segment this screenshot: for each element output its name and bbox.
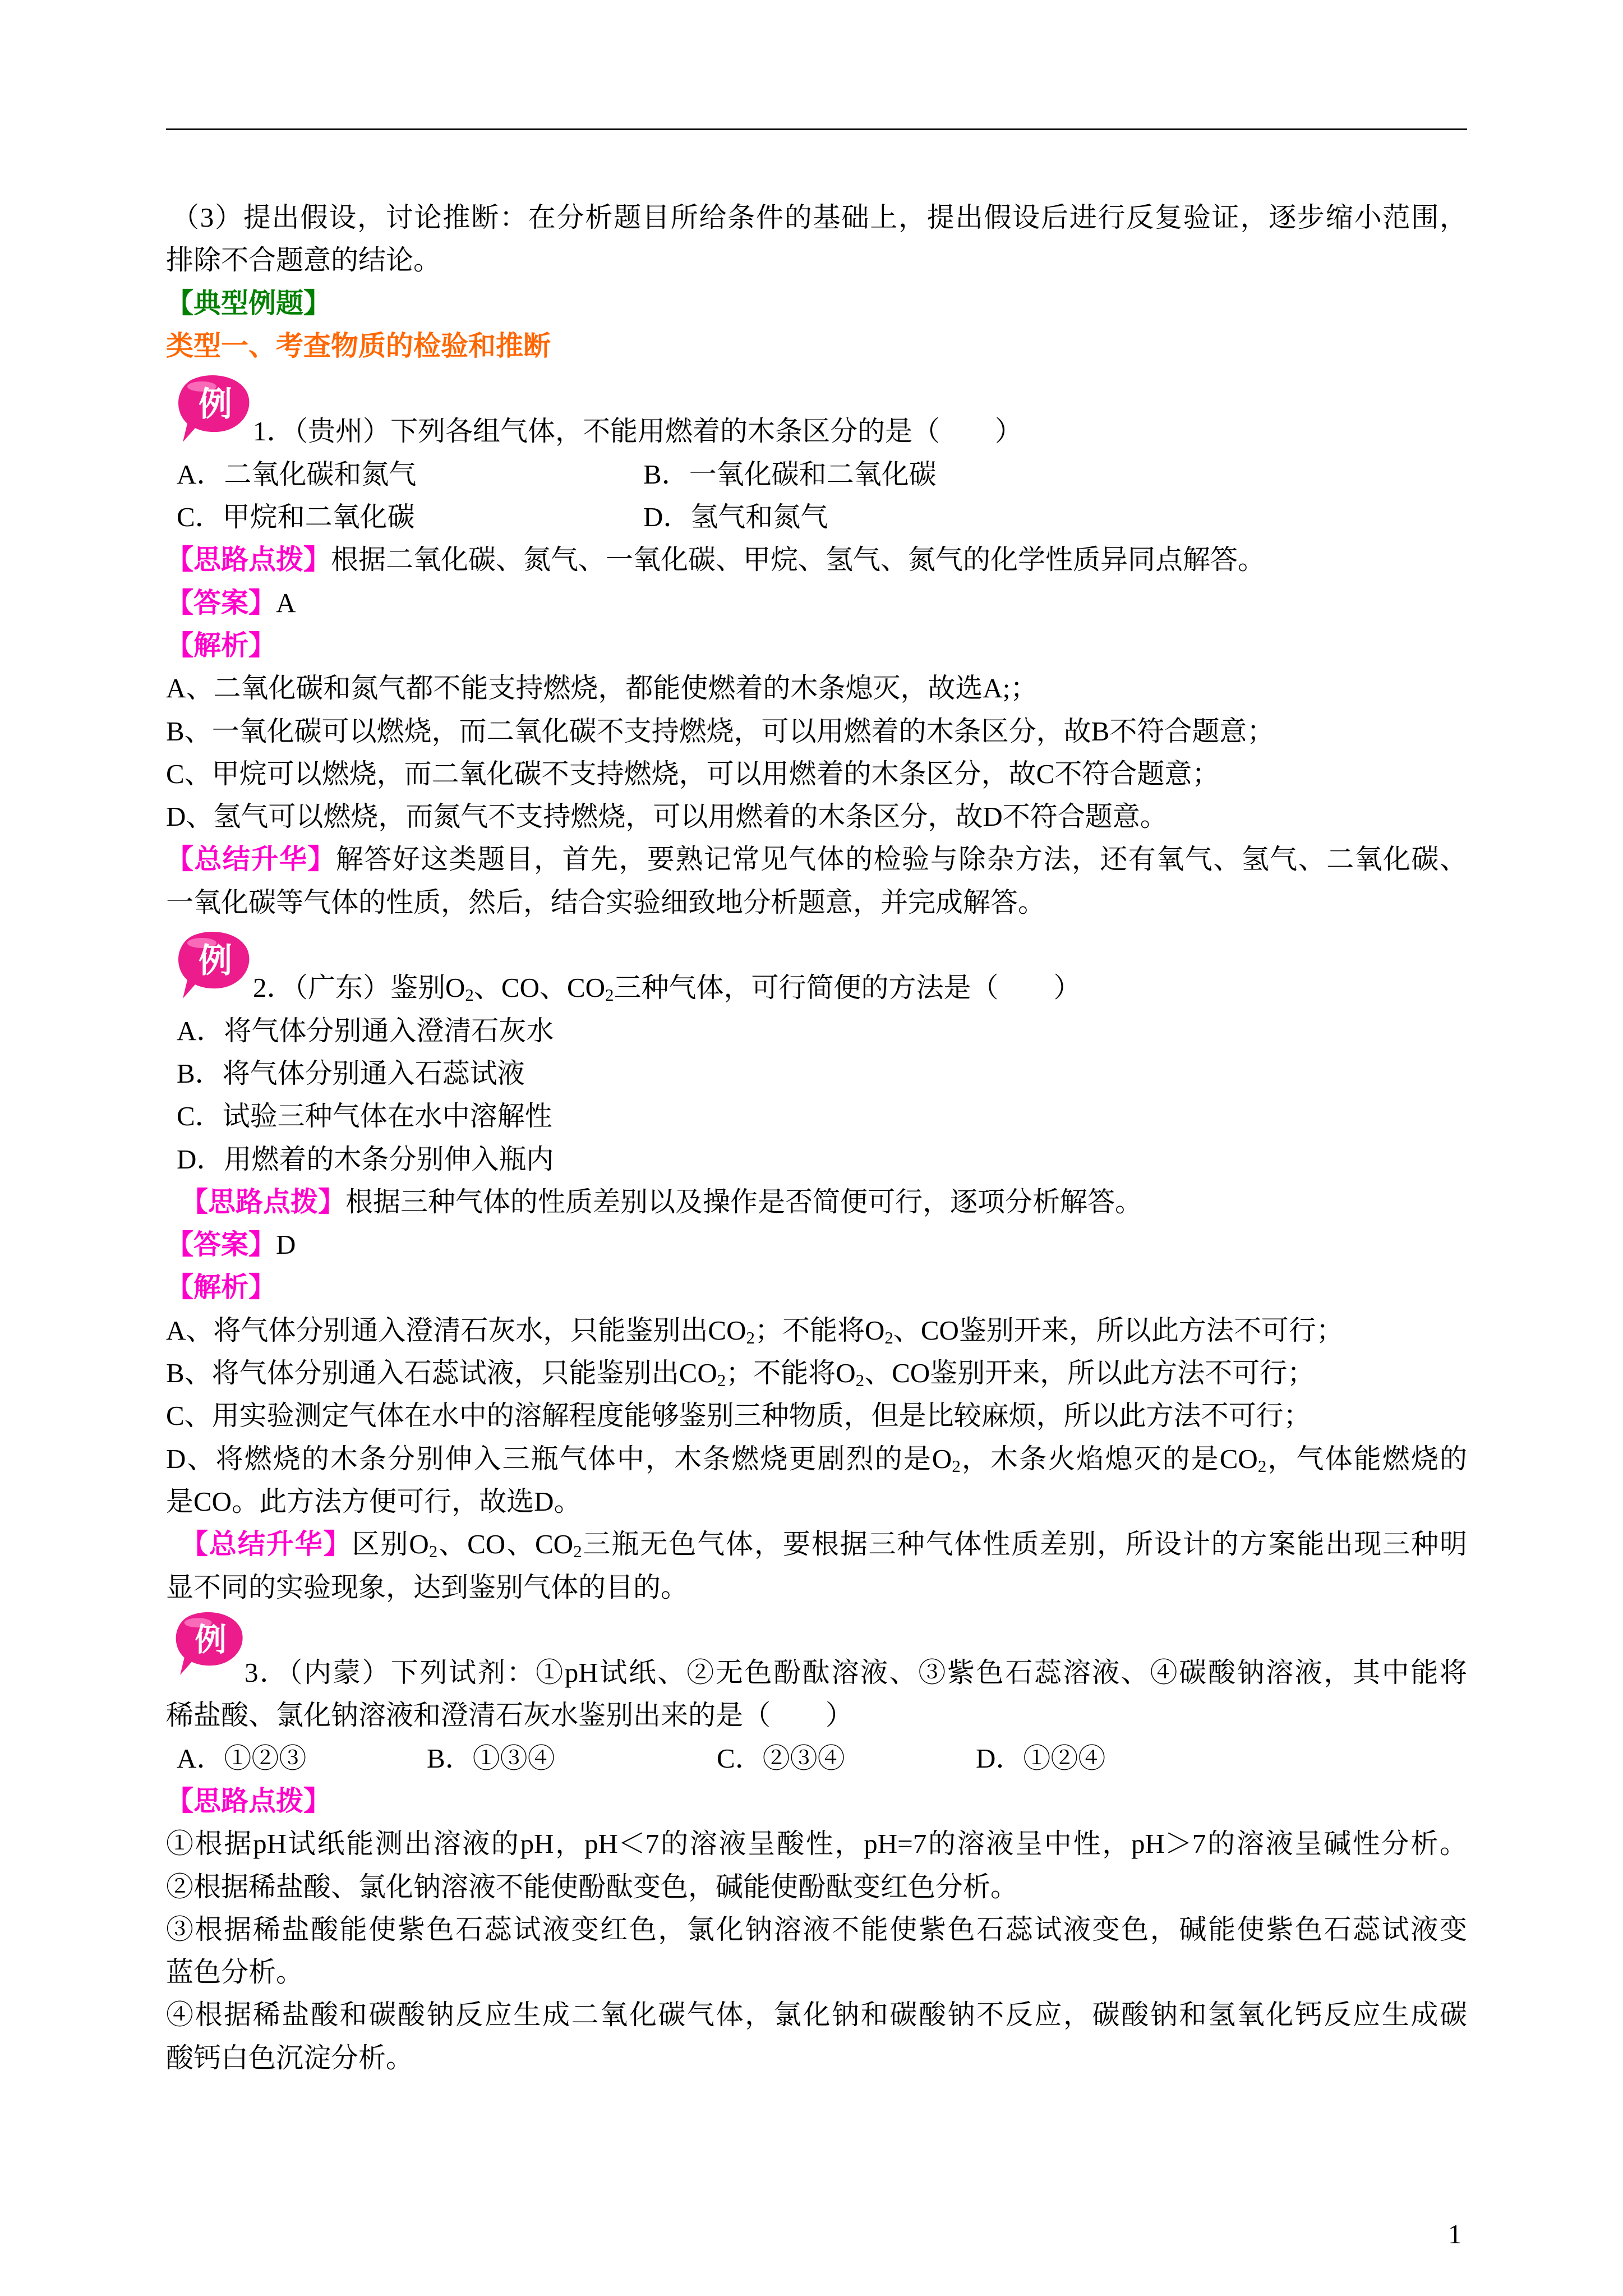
- option-b: B．将气体分别通入石蕊试液: [177, 1057, 525, 1089]
- subscript: 2: [884, 1327, 893, 1347]
- subscript: 2: [465, 985, 474, 1005]
- subscript: 2: [952, 1456, 961, 1476]
- analysis-segment: D、将燃烧的木条分别伸入三瓶气体中，木条燃烧更剧烈的是O: [166, 1443, 952, 1474]
- header-rule: [166, 128, 1467, 130]
- option-row: [166, 496, 1467, 539]
- analysis-line: [166, 1352, 1467, 1395]
- answer-line: [166, 582, 1467, 624]
- section-heading: 【典型例题】: [166, 287, 331, 319]
- summary-line: 一氧化碳等气体的性质，然后，结合实验细致地分析题意，并完成解答。: [166, 886, 1046, 918]
- analysis-label: 【解析】: [166, 629, 276, 661]
- option-a: A．将气体分别通入澄清石灰水: [177, 1015, 554, 1046]
- answer-line: [166, 1223, 1467, 1266]
- summary-segment: 显不同的实验现象，达到鉴别气体的目的。: [166, 1571, 689, 1603]
- hint-line: 酸钙白色沉淀分析。: [166, 2042, 414, 2073]
- option-row: [166, 1737, 1467, 1780]
- summary-text: 解答好这类题目，首先，要熟记常见气体的检验与除杂方法，还有氧气、氢气、二氧化碳、: [335, 844, 1467, 875]
- example-2-badge-row: [166, 924, 1467, 981]
- summary-segment: 三瓶无色气体，要根据三种气体性质差别，所设计的方案能出现三种明: [582, 1529, 1467, 1560]
- summary-segment: 、CO、CO: [437, 1529, 574, 1560]
- option-d: D．①②④: [976, 1742, 1106, 1774]
- subscript: 2: [855, 1370, 865, 1391]
- answer-label: 【答案】: [166, 1229, 276, 1260]
- option-b: B．①③④: [427, 1742, 555, 1774]
- hint-label: 【思路点拨】: [166, 544, 331, 576]
- example-1-badge-row: [166, 367, 1467, 425]
- summary-segment: 区别O: [352, 1529, 429, 1560]
- subscript: 2: [717, 1370, 726, 1391]
- hint-line: ②根据稀盐酸、氯化钠溶液不能使酚酞变色，碱能使酚酞变红色分析。: [166, 1871, 1018, 1902]
- analysis-line: [166, 1309, 1467, 1352]
- question-text: 3．（内蒙）下列试剂：①pH试纸、②无色酚酞溶液、③紫色石蕊溶液、④碳酸钠溶液，其中能将: [245, 1657, 1467, 1688]
- hint-line: [166, 1181, 1467, 1223]
- intro-line: （3）提出假设，讨论推断：在分析题目所给条件的基础上，提出假设后进行反复验证，逐步缩小范围，: [172, 202, 1467, 233]
- document-body: [166, 196, 1467, 2079]
- option-d: D．氢气和氮气: [643, 501, 828, 533]
- analysis-line: [166, 1395, 1467, 1437]
- analysis-line: [166, 1480, 1467, 1523]
- subscript: 2: [605, 985, 614, 1005]
- summary-line: [166, 1523, 1467, 1566]
- page-number: 1: [1448, 2219, 1462, 2249]
- analysis-line: B、一氧化碳可以燃烧，而二氧化碳不支持燃烧，可以用燃着的木条区分，故B不符合题意；: [166, 715, 1275, 747]
- subscript: 2: [428, 1542, 438, 1562]
- option-a: A．①②③: [177, 1742, 307, 1774]
- hint-line: ③根据稀盐酸能使紫色石蕊试液变红色，氯化钠溶液不能使紫色石蕊试液变色，碱能使紫色石蕊试液变: [166, 1913, 1467, 1945]
- hint-text: 根据二氧化碳、氮气、一氧化碳、甲烷、氢气、氮气的化学性质异同点解答。: [331, 544, 1266, 576]
- question-segment: 2．（广东）鉴别O: [253, 972, 465, 1004]
- analysis-segment: ，木条火焰熄灭的是CO: [960, 1443, 1258, 1474]
- summary-line: [166, 1566, 1467, 1609]
- hint-text: 根据三种气体的性质差别以及操作是否简便可行，逐项分析解答。: [345, 1186, 1143, 1217]
- analysis-heading: [166, 1266, 1467, 1309]
- analysis-heading: [166, 624, 1467, 667]
- example-3-badge-row: [166, 1609, 1467, 1658]
- analysis-segment: ；不能将O: [754, 1314, 885, 1346]
- analysis-segment: B、将气体分别通入石蕊试液，只能鉴别出CO: [166, 1358, 717, 1389]
- intro-line: 排除不合题意的结论。: [166, 245, 441, 276]
- analysis-line: C、甲烷可以燃烧，而二氧化碳不支持燃烧，可以用燃着的木条区分，故C不符合题意；: [166, 758, 1220, 789]
- summary-label: 【总结升华】: [166, 844, 336, 875]
- answer-value: A: [276, 587, 296, 618]
- analysis-segment: ，气体能燃烧的: [1266, 1443, 1467, 1474]
- hint-label: 【思路点拨】: [166, 1785, 331, 1816]
- question-text: 稀盐酸、氯化钠溶液和澄清石灰水鉴别出来的是（ ）: [166, 1700, 854, 1731]
- option-row: [166, 453, 1467, 496]
- hint-label: 【思路点拨】: [181, 1186, 346, 1217]
- analysis-label: 【解析】: [166, 1272, 276, 1303]
- answer-label: 【答案】: [166, 587, 276, 618]
- option-a: A．二氧化碳和氮气: [177, 458, 417, 490]
- answer-value: D: [276, 1229, 296, 1260]
- summary-label: 【总结升华】: [181, 1529, 352, 1560]
- subscript: 2: [1257, 1456, 1267, 1476]
- analysis-segment: 是CO。此方法方便可行，故选D。: [166, 1485, 582, 1517]
- option-d: D．用燃着的木条分别伸入瓶内: [177, 1143, 554, 1175]
- badge-label: 例: [199, 385, 232, 425]
- option-c: C．②③④: [717, 1742, 845, 1774]
- option-c: C．甲烷和二氧化碳: [177, 501, 415, 533]
- hint-line: 蓝色分析。: [166, 1957, 304, 1988]
- analysis-line: [166, 1438, 1467, 1480]
- analysis-segment: ；不能将O: [726, 1358, 856, 1389]
- analysis-segment: 、CO鉴别开来，所以此方法不可行；: [893, 1314, 1344, 1346]
- hint-line: ④根据稀盐酸和碳酸钠反应生成二氧化碳气体，氯化钠和碳酸钠不反应，碳酸钠和氢氧化钙反应生成碳: [166, 1999, 1467, 2031]
- analysis-segment: 、CO鉴别开来，所以此方法不可行；: [864, 1358, 1315, 1389]
- type-heading: 类型一、考查物质的检验和推断: [166, 330, 551, 361]
- hint-heading: [166, 1780, 1467, 1823]
- analysis-segment: A、将气体分别通入澄清石灰水，只能鉴别出CO: [166, 1314, 746, 1346]
- subscript: 2: [573, 1542, 582, 1562]
- hint-line: ①根据pH试纸能测出溶液的pH，pH＜7的溶液呈酸性，pH=7的溶液呈中性，pH＞7的溶液呈碱性分析。: [166, 1828, 1467, 1860]
- option-c: C．试验三种气体在水中溶解性: [177, 1101, 552, 1132]
- question-segment: 三种气体，可行简便的方法是（ ）: [614, 972, 1081, 1004]
- badge-label: 例: [195, 1621, 227, 1658]
- analysis-line: A、二氧化碳和氮气都不能支持燃烧，都能使燃着的木条熄灭，故选A;；: [166, 673, 1038, 704]
- question-segment: 、CO、CO: [473, 972, 606, 1004]
- hint-line: [166, 539, 1467, 581]
- option-b: B．一氧化碳和二氧化碳: [643, 458, 937, 490]
- question-text: [166, 967, 1467, 1009]
- question-text: 1．（贵州）下列各组气体，不能用燃着的木条区分的是（ ）: [253, 416, 1023, 447]
- subscript: 2: [746, 1327, 755, 1347]
- analysis-line: D、氢气可以燃烧，而氮气不支持燃烧，可以用燃着的木条区分，故D不符合题意。: [166, 801, 1168, 832]
- analysis-segment: C、用实验测定气体在水中的溶解程度能够鉴别三种物质，但是比较麻烦，所以此方法不可行；: [166, 1400, 1311, 1432]
- badge-label: 例: [199, 941, 232, 981]
- summary-line: [166, 838, 1467, 881]
